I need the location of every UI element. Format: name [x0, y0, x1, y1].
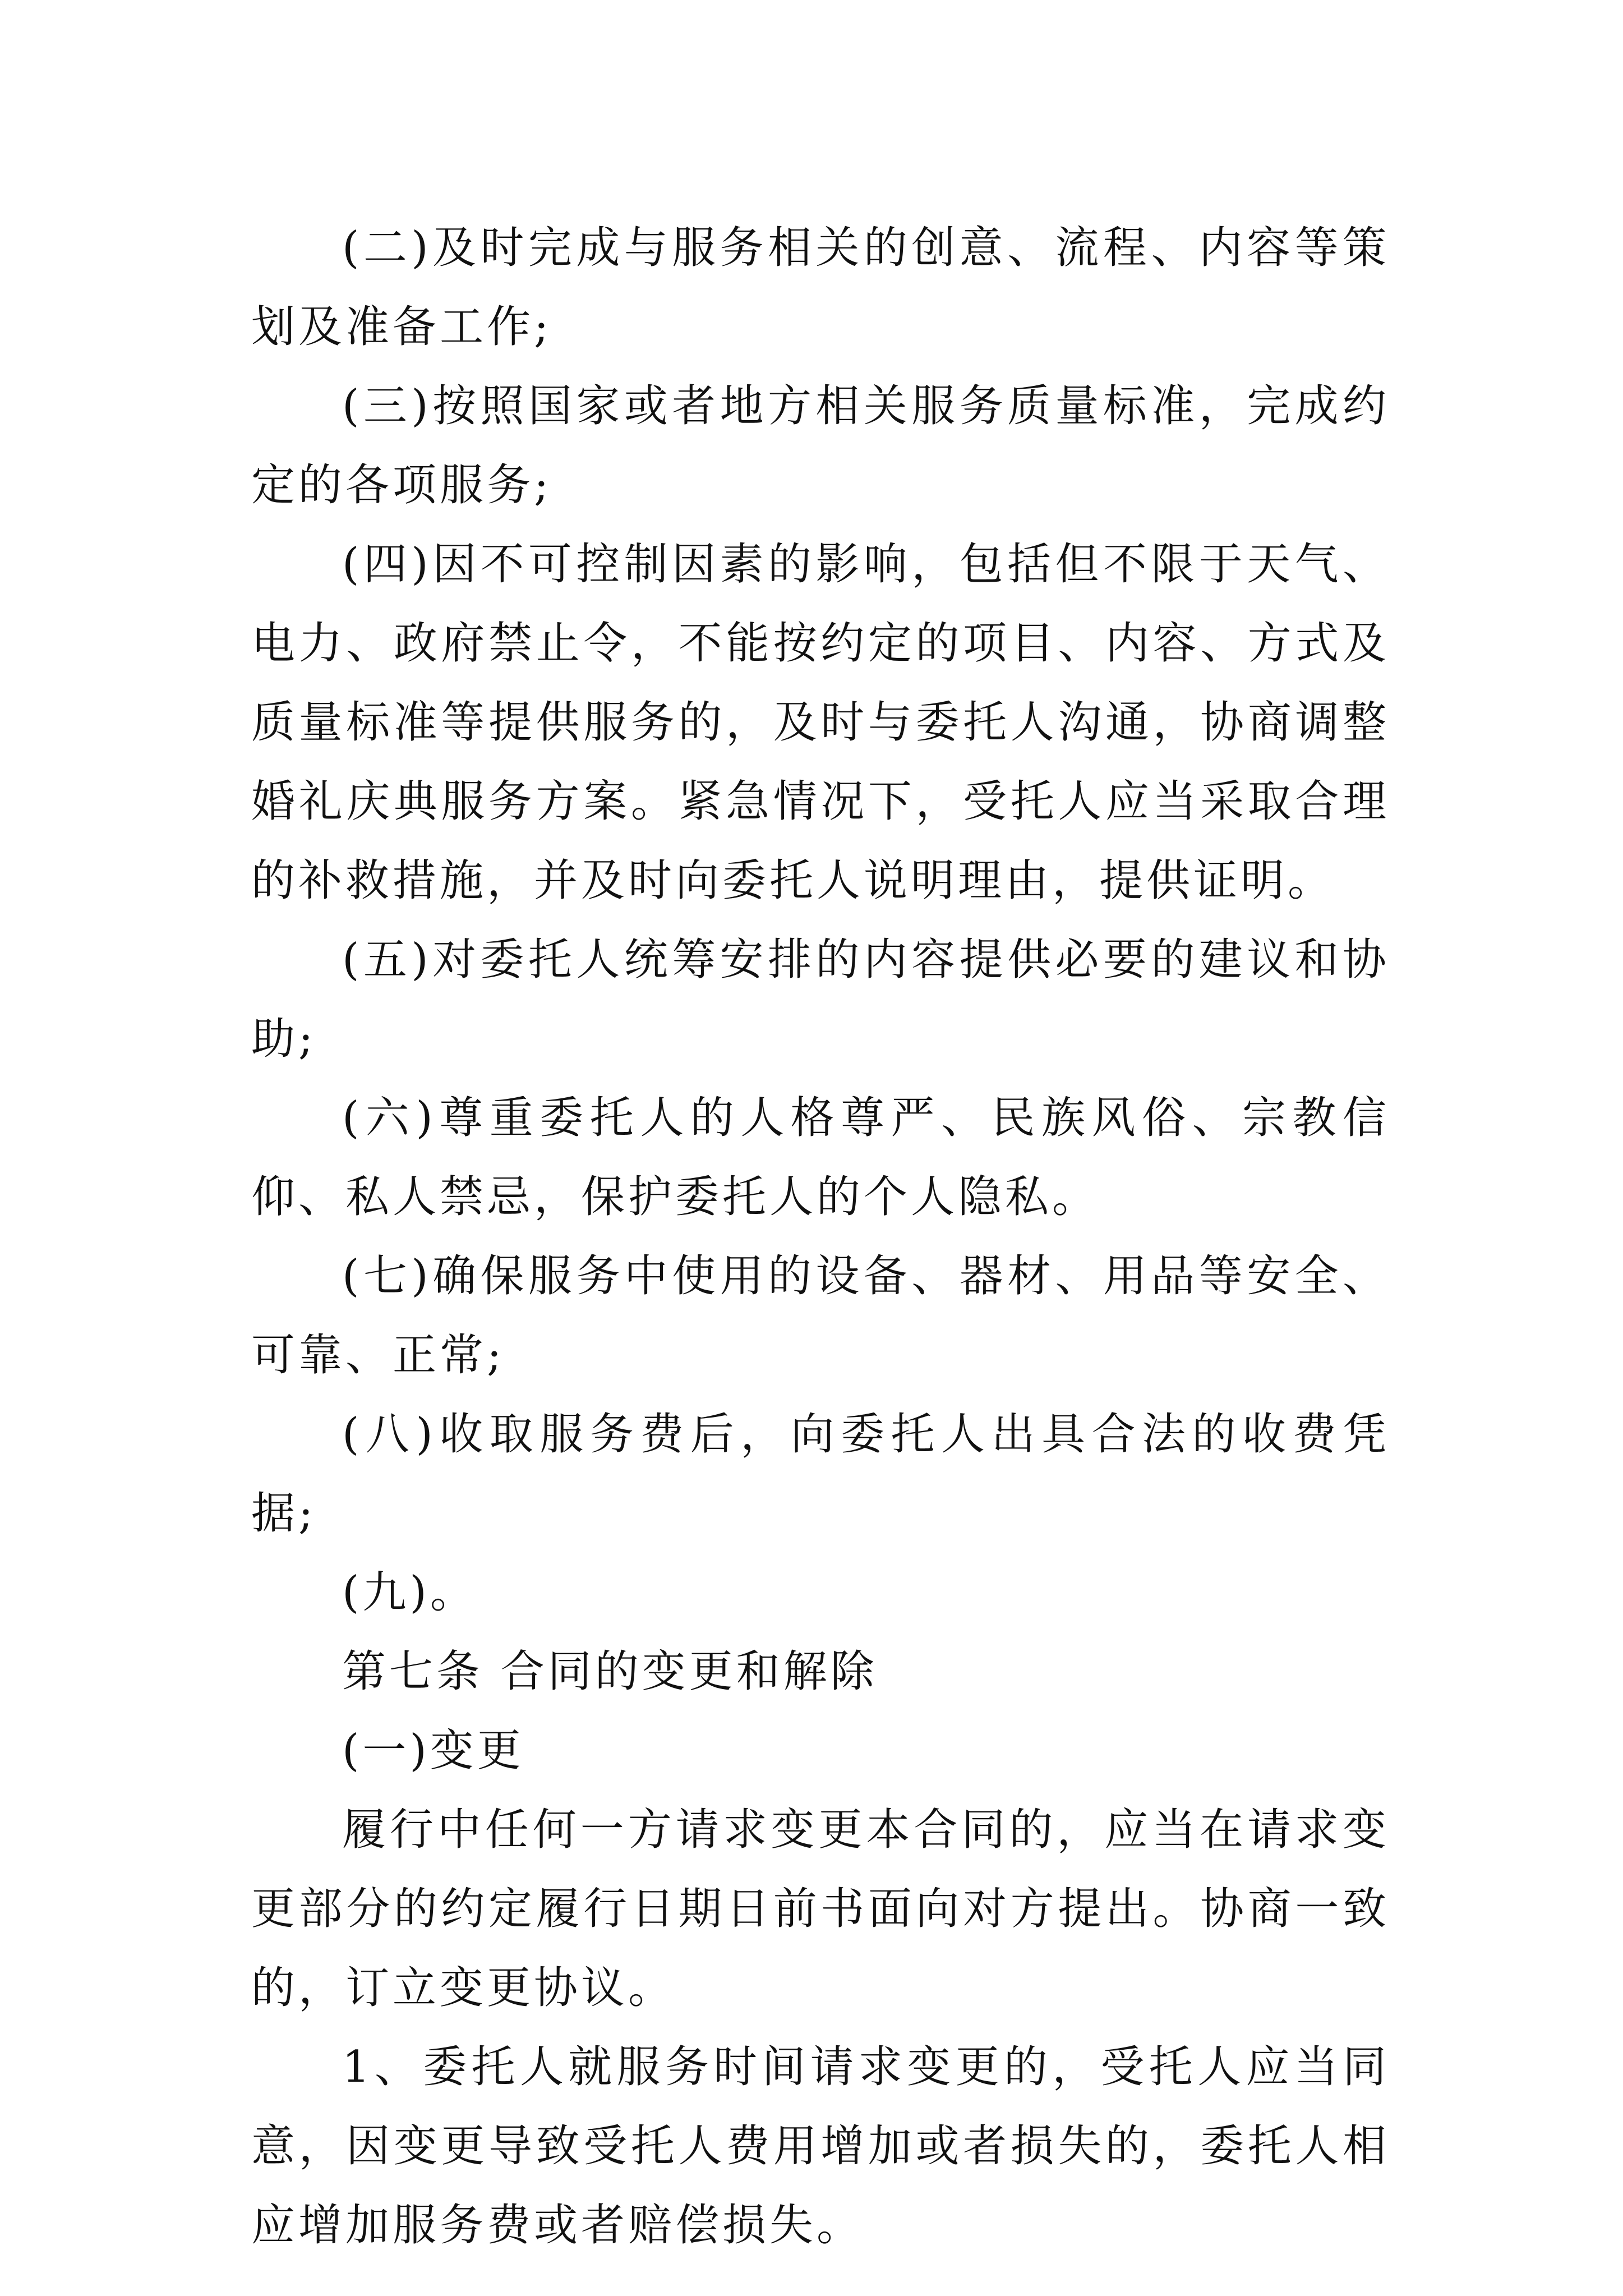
section-change-heading: (一)变更 — [342, 1726, 524, 1776]
paragraph-obligation-8: (八)收取服务费后，向委托人出具合法的收费凭据; — [251, 1409, 1390, 1539]
document-body — [251, 209, 1390, 2265]
paragraph-obligation-9: (九)。 — [342, 1567, 477, 1618]
paragraph-obligation-5: (五)对委托人统筹安排的内容提供必要的建议和协助; — [251, 935, 1390, 1064]
paragraph-obligation-4: (四)因不可控制因素的影响，包括但不限于天气、电力、政府禁止令，不能按约定的项目、内容、方式及质量标准等提供服务的，及时与委托人沟通，协商调整婚礼庆典服务方案。紧急情况下，受托人应当采取合理的补救措施，并及时向委托人说明理由，提供证明。 — [251, 539, 1390, 906]
paragraph-obligation-3: (三)按照国家或者地方相关服务质量标准，完成约定的各项服务; — [251, 381, 1390, 510]
paragraph-obligation-7: (七)确保服务中使用的设备、器材、用品等安全、可靠、正常; — [251, 1251, 1390, 1381]
paragraph-change-request: 履行中任何一方请求变更本合同的，应当在请求变更部分的约定履行日期日前书面向对方提出。协商一致的，订立变更协议。 — [251, 1805, 1390, 2013]
paragraph-obligation-6: (六)尊重委托人的人格尊严、民族风俗、宗教信仰、私人禁忌，保护委托人的个人隐私。 — [251, 1093, 1390, 1222]
paragraph-obligation-2: (二)及时完成与服务相关的创意、流程、内容等策划及准备工作; — [251, 223, 1390, 352]
article-7-heading: 第七条 合同的变更和解除 — [342, 1646, 878, 1697]
paragraph-change-time: 1、委托人就服务时间请求变更的，受托人应当同意，因变更导致受托人费用增加或者损失的，委托人相应增加服务费或者赔偿损失。 — [251, 2042, 1390, 2251]
